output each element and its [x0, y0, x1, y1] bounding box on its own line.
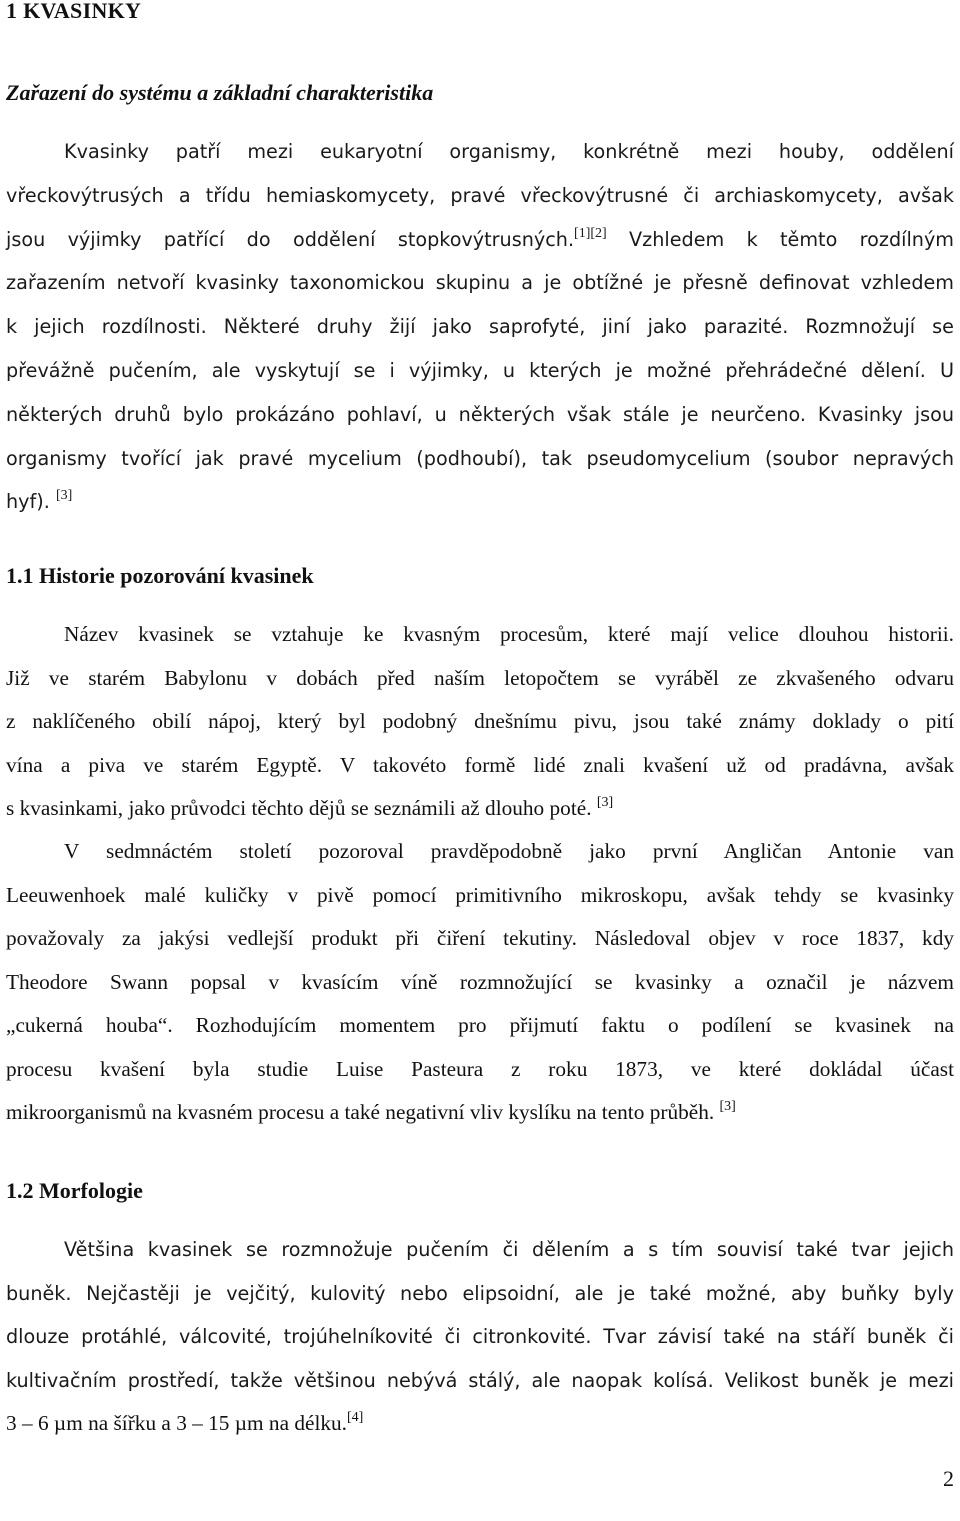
text-line: převážně pučením, ale vyskytují se i výjimky, u kterých je možné přehrádečné dělení. U	[6, 358, 954, 382]
text-line: Leeuwenhoek malé kuličky v pivě pomocí primitivního mikroskopu, avšak tehdy se kvasinky	[6, 882, 954, 907]
morphology-paragraph	[6, 1228, 954, 1446]
text-fragment: jsou výjimky patřící do oddělení stopkovýtrusných.	[6, 227, 575, 251]
text-line: vřeckovýtrusých a třídu hemiaskomycety, pravé vřeckovýtrusné či archiaskomycety, avšak	[6, 183, 954, 207]
text-line: buněk. Nejčastěji je vejčitý, kulovitý nebo elipsoidní, ale je také možné, aby buňky byly	[6, 1281, 954, 1305]
citation: [3]	[719, 1099, 736, 1114]
text-fragment: s kvasinkami, jako průvodci těchto dějů se seznámili až dlouho poté.	[6, 796, 597, 821]
text-line: zařazením netvoří kvasinky taxonomickou skupinu a je obtížné je přesně definovat vzhledem	[6, 271, 954, 295]
text-line: považovaly za jakýsi vedlejší produkt při čiření tekutiny. Následoval objev v roce 1837, kdy	[6, 926, 954, 950]
citation: [4]	[347, 1410, 364, 1426]
text-line: některých druhů bylo prokázáno pohlaví, u některých však stále je neurčeno. Kvasinky jsou	[6, 402, 954, 426]
history-paragraph-2	[6, 830, 954, 1135]
text-line: Většina kvasinek se rozmnožuje pučením či dělením a s tím souvisí také tvar jejich	[64, 1238, 954, 1261]
text-line: Theodore Swann popsal v kvasícím víně rozmnožující se kvasinky a označil je názvem	[6, 969, 954, 994]
text-line	[6, 1091, 954, 1135]
text-line: k jejich rozdílnosti. Některé druhy žijí jako saprofyté, jiní jako parazité. Rozmnožují se	[6, 315, 954, 339]
morphology-heading: 1.2 Morfologie	[6, 1178, 143, 1203]
text-line: Kvasinky patří mezi eukaryotní organismy, konkrétně mezi houby, oddělení	[64, 140, 954, 163]
text-line: dlouze protáhlé, válcovité, trojúhelníkovité či citronkovité. Tvar závisí také na stáří buněk či	[6, 1325, 954, 1349]
history-paragraph-1	[6, 613, 954, 831]
text-line: organismy tvořící jak pravé mycelium (podhoubí), tak pseudomycelium (soubor nepravých	[6, 446, 954, 470]
text-line	[6, 480, 954, 524]
citation: [3]	[55, 488, 73, 504]
history-heading: 1.1 Historie pozorování kvasinek	[6, 563, 314, 588]
intro-paragraph	[6, 130, 954, 524]
chapter-title: 1 KVASINKY	[6, 0, 142, 23]
text-fragment: mikroorganismů na kvasném procesu a také negativní vliv kyslíku na tento průběh.	[6, 1100, 720, 1124]
text-fragment: Vzhledem k těmto rozdílným	[606, 227, 954, 251]
text-line: vína a piva ve starém Egyptě. V takovéto formě lidé znali kvašení už od pradávna, avšak	[6, 752, 954, 777]
text-line: procesu kvašení byla studie Luise Pasteura z roku 1873, ve které dokládal účast	[6, 1056, 954, 1081]
text-line: Již ve starém Babylonu v dobách před naším letopočtem se vyráběl ze zkvašeného odvaru	[6, 665, 954, 690]
text-line: z naklíčeného obilí nápoj, který byl podobný dnešnímu pivu, jsou také známy doklady o pití	[6, 709, 954, 734]
page-number: 2	[943, 1466, 954, 1491]
text-line	[6, 218, 954, 262]
citation: [3]	[596, 795, 614, 811]
intro-heading: Zařazení do systému a základní charakteristika	[6, 80, 434, 105]
text-fragment: 3 – 6 µm na šířku a 3 – 15 µm na délku.	[6, 1411, 347, 1436]
text-line: „cukerná houba“. Rozhodujícím momentem pro přijmutí faktu o podílení se kvasinek na	[6, 1013, 954, 1037]
text-line: kultivačním prostředí, takže většinou nebývá stálý, ale naopak kolísá. Velikost buněk je mezi	[6, 1368, 954, 1392]
text-line	[6, 1402, 954, 1446]
citation: [1][2]	[574, 225, 607, 241]
text-fragment: hyf).	[6, 490, 56, 514]
text-line: V sedmnáctém století pozoroval pravděpodobně jako první Angličan Antonie van	[64, 839, 954, 863]
text-line	[6, 787, 954, 831]
text-line: Název kvasinek se vztahuje ke kvasným procesům, které mají velice dlouhou historii.	[64, 622, 954, 646]
